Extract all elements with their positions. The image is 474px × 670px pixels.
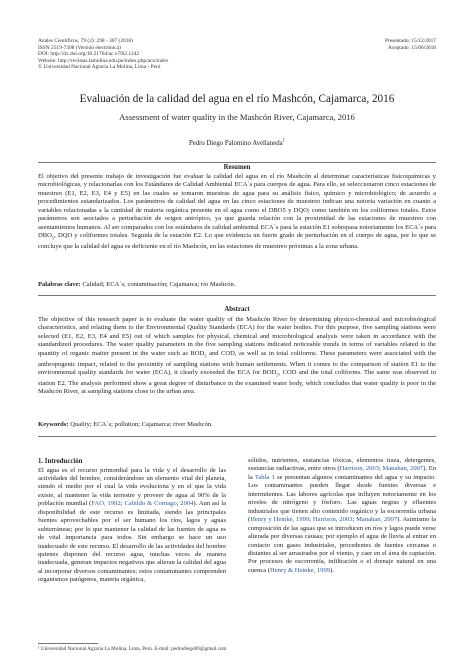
citation-link[interactable]: Tabla 1: [254, 473, 275, 481]
intro-text: ;: [309, 516, 313, 524]
journal-citation: Anales Científicos, 79 (2): 298 - 307 (2018): [38, 38, 133, 44]
divider-bottom: [38, 436, 436, 437]
resumen-text: [38, 173, 436, 251]
citation-link[interactable]: Cabildo & Cornago, 2004: [124, 500, 194, 508]
journal-doi: DOI: http://dx.doi.org/10.21704/ac.v79i2.1242: [38, 51, 140, 58]
abstract-text-part: The objective of this research paper is to evaluate the water quality of the Mashcón River by determining physico-chemical and microbiological characteristics, and relating them to the Environmental Quality Standards (ECA) for the water bodies. For this purpose, five sampling stations were selected (E1, E2, E3, E4 and E5) out of which samples for physical, chemical and microbiological analysis were taken in accordance with the standardized procedures. The water quality parameters in the five sampling stations indicated noticeable trends in terms of variables related to the quantity of organic matter present in the water such as BOD: [38, 316, 436, 357]
paper-subtitle: Assessment of water quality in the Mashcón River, Cajamarca, 2016: [119, 112, 355, 122]
date-submitted: Presentado: 15/12/2017: [384, 38, 436, 44]
intro-text: El agua es el recurso primordial para la vida y el desarrollo de las actividades del hombre, considerándose un elemento vital del planeta, siendo el medio por el cual la vida evoluciona y en el que la vida existe, al mantener la vida terrestre y proveer de agua al 90% de la población mundial (: [38, 466, 226, 508]
date-accepted: Aceptado: 15/06/2018: [387, 44, 436, 51]
keywords-es: Calidad; ECA´s; contaminación; Cajamarca; río Mashcón.: [82, 281, 236, 288]
intro-text: ). Aun así la disponibilidad de este recurso es limitada, siendo las principales fuentes aprovechables por el ser humano los ríos, lagos y aguas subterráneas; por lo que mantener la calidad de las fuentes de agua es de vital importancia para todos. Sin embargo se hace un uso inadecuado de este recurso. El desarrollo de las actividades del hombre quienes disponen del recurso agua, muchas veces de manera inadecuada, generan impactos negativos que alteran la calidad del agua al incorporar diversos contaminantes; estos contaminantes comprenden organismos patógenos, materia orgánica,: [38, 500, 226, 584]
abstract-subscript: 5: [276, 372, 279, 378]
journal-website: Website: http://revistas.lamolina.edu.pe/index.php/acu/index: [38, 57, 169, 64]
intro-text: ;: [120, 500, 125, 508]
journal-issn: ISSN 2519-7398 (Versión electrónica): [38, 44, 121, 51]
intro-text: ;: [378, 465, 383, 473]
divider-top: [38, 162, 436, 163]
resumen-keywords: [38, 281, 436, 289]
intro-text: ;: [352, 516, 357, 524]
abstract-text: [38, 316, 436, 397]
abstract-subscript: 5: [204, 353, 207, 359]
resumen-subscript: 5: [51, 235, 55, 241]
paper-title: Evaluación de la calidad del agua en el río Mashcón, Cajamarca, 2016: [79, 93, 395, 105]
intro-text: ).: [330, 566, 334, 574]
keywords-label-es: Palabras clave:: [38, 281, 81, 288]
citation-link[interactable]: Henry y Heinke, 1999: [250, 516, 310, 524]
intro-text: se presentan algunos contaminantes del agua y su impacto. Los contaminantes pueden llegar desde fuentes diversas e intermitentes. Las labores agrícolas que influyen notoriamente en los niveles de nitrógeno y fósforo. Las aguas negras y efluentes industriales que tienen alto contenido orgánico y la escorrentía urbana (: [248, 473, 436, 524]
keywords-en: Quality; ECA´s; pollution; Cajamarca; river Mashcón.: [70, 421, 213, 428]
citation-link[interactable]: Manahan, 2007: [356, 516, 398, 524]
citation-link[interactable]: FAO, 1992: [91, 500, 121, 508]
keywords-label-en: Keywords:: [38, 421, 69, 428]
citation-link[interactable]: Harrison, 2003: [312, 516, 353, 524]
citation-link[interactable]: Henry & Heinke, 1999: [270, 566, 330, 574]
divider-mid: [38, 295, 436, 296]
footnote: ¹ Universidad Nacional Agraria La Molina, Lima, Perú. E-mail: pedrodiego89@gmail.com: [38, 646, 227, 652]
intro-text: sólidos, nutrientes, sustancias tóxicas, elementos traza, detergentes, sustancias radiactivas, entre otros (: [248, 457, 436, 473]
abstract-keywords: [38, 421, 436, 429]
journal-metadata: [38, 38, 268, 71]
intro-right-column: [248, 457, 436, 575]
resumen-heading: Resumen: [223, 164, 251, 171]
resumen-text-part: , DQO y coliformes totales. Seguida de la estación E2. Lo que evidencia un fuerte grado de perturbación en el cuerpo de agua, por lo que se concluye que la calidad del agua es deficiente en el río Mashcón, en las estaciones de muestreo próximas a la zona urbana.: [38, 232, 436, 250]
author-affiliation-mark: 1: [282, 138, 286, 144]
author-line: [38, 140, 436, 148]
intro-text: ). Asimismo la composición de las aguas que se introducen en ríos y lagos puede verse alterada por diversas causas; por ejemplo el agua de lluvia al entrar en contacto con gases industriales, procedentes de fuentes cercanas o distantes al ser arrastrados por el viento, y caer en el área de captación. Por procesos de escorrentía, infiltración o el drenaje natural en una cuenca (: [248, 516, 436, 574]
citation-link[interactable]: Harrison, 2003: [339, 465, 379, 473]
resumen-text-part: El objetivo del presente trabajo de investigación fue evaluar la calidad del agua en el río Mashcón al determinar características fisicoquímicas y microbiológicas, y relacionarlas con los Estándares de Calidad Ambiental ECA´s para cuerpos de agua. Para ello, se seleccionaron cinco estaciones de muestreo (E1, E2, E3, E4 y E5) en las cuales se tomaron muestras de agua para su análisis físico, químico y microbiológico; de acuerdo a procedimientos estandarizados. Los parámetros de calidad del agua en las cinco estaciones de muestreo indican una notoria variación en cuanto a variables relacionadas a la cantidad de materia orgánica presente en el agua como el DBO5 y DQO; como también en los coliformes totales. Estos parámetros son asociados a perturbación de origen antrópico, ya que guarda relación con la proximidad de las estaciones de muestreo con asentamientos humanos. Al ser comparados con los estándares de calidad ambiental ECA´s para la estación E1 sobrepasa notoriamente los ECA´s para DBO: [38, 173, 436, 240]
intro-right-body: [248, 457, 436, 575]
submission-dates: [316, 38, 436, 51]
abstract-heading: Abstract: [224, 306, 250, 313]
intro-text: ). En la: [248, 465, 436, 481]
footnote-divider: [38, 643, 98, 644]
citation-link[interactable]: Manahan, 2007: [382, 465, 424, 473]
abstract-text-part: , COD and the total coliforms. The same was observed in station E2. The analysis performed show a great degree of disturbance in the examined water body, which concludes that water quality is poor in the Mashcón River, at sampling stations close to the urban area.: [38, 369, 436, 396]
author-name: Pedro Diego Palomino Avellaneda: [188, 140, 283, 147]
intro-left-body: [38, 467, 226, 585]
abstract-text-part: and COD, as well as in total coliforms. These parameters were associated with the anthropogenic impact, related to the proximity of sampling stations with human settlements. When it comes to the comparison of station E1 to the environmental quality standards for water (ECA), it clearly exceeded the ECA for BOD: [38, 349, 436, 377]
journal-copyright: © Universidad Nacional Agraria La Molina, Lima - Perú: [38, 64, 161, 71]
intro-heading: 1. Introducción: [38, 458, 83, 465]
intro-left-column: [38, 457, 226, 585]
